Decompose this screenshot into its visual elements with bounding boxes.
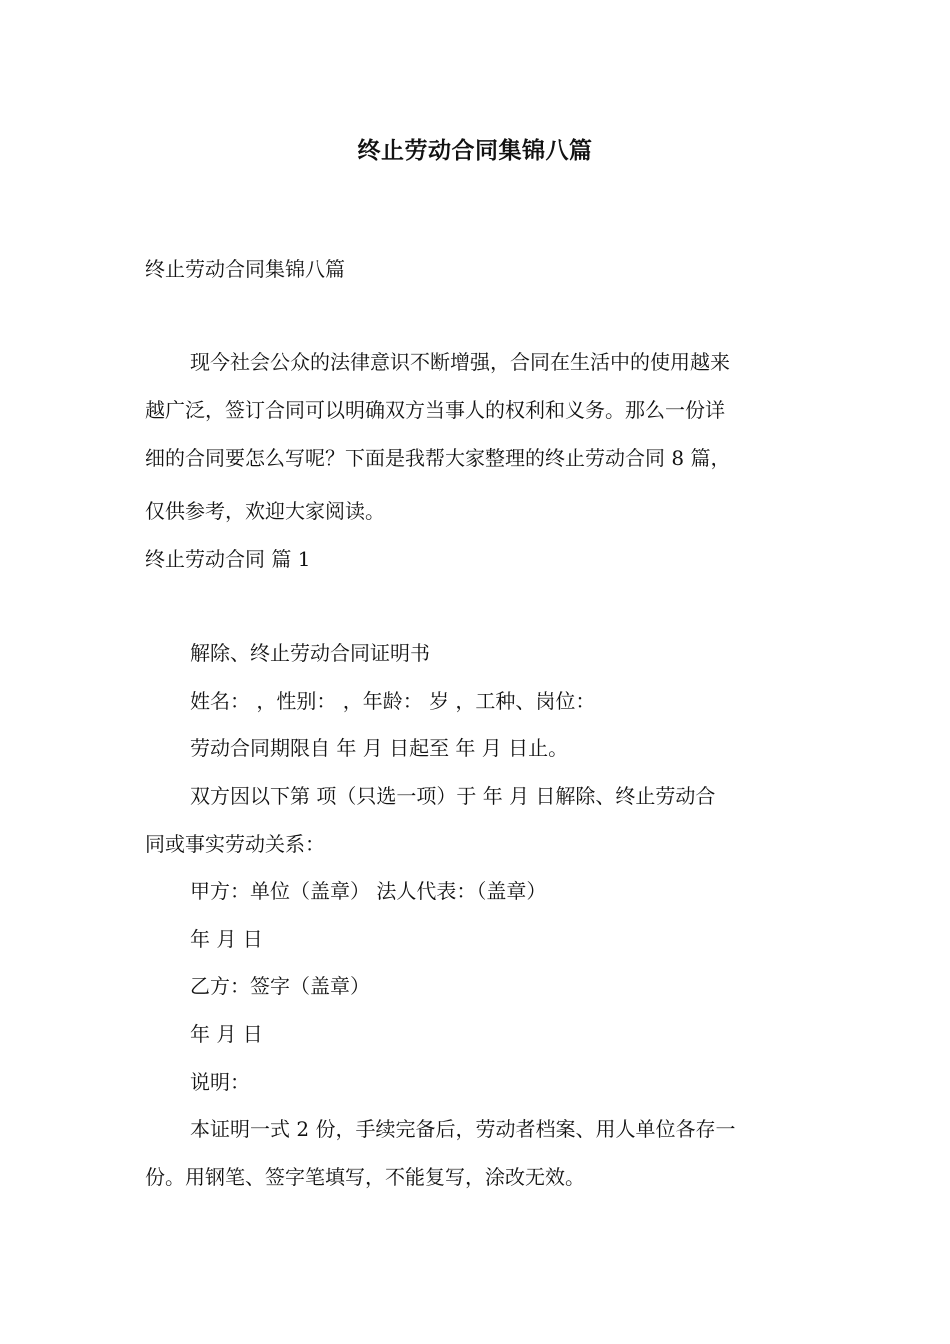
- note-label: 说明：: [190, 1070, 250, 1094]
- note-line-2: 份。用钢笔、签字笔填写，不能复写，涂改无效。: [145, 1165, 585, 1189]
- intro-line-4: 仅供参考，欢迎大家阅读。: [145, 499, 385, 523]
- document-title: 终止劳动合同集锦八篇: [357, 138, 593, 164]
- date-a-line: 年 月 日: [190, 927, 263, 951]
- term-line: 劳动合同期限自 年 月 日起至 年 月 日止。: [190, 736, 569, 760]
- name-line: 姓名： ，性别： ，年龄： 岁 ，工种、岗位：: [190, 689, 596, 713]
- party-b-line: 乙方：签字（盖章）: [190, 974, 370, 998]
- reason-line-2: 同或事实劳动关系：: [145, 832, 325, 856]
- note-line-1: 本证明一式 2 份，手续完备后，劳动者档案、用人单位各存一: [190, 1117, 736, 1141]
- document-subtitle: 终止劳动合同集锦八篇: [145, 257, 345, 281]
- intro-line-2: 越广泛，签订合同可以明确双方当事人的权利和义务。那么一份详: [145, 398, 725, 422]
- certificate-heading: 解除、终止劳动合同证明书: [190, 641, 430, 665]
- section-heading: 终止劳动合同 篇 1: [145, 547, 311, 571]
- intro-line-3: 细的合同要怎么写呢？下面是我帮大家整理的终止劳动合同 8 篇，: [145, 446, 731, 470]
- intro-line-1: 现今社会公众的法律意识不断增强，合同在生活中的使用越来: [190, 350, 730, 374]
- date-b-line: 年 月 日: [190, 1022, 263, 1046]
- party-a-line: 甲方：单位（盖章） 法人代表：（盖章）: [190, 879, 547, 903]
- reason-line-1: 双方因以下第 项（只选一项）于 年 月 日解除、终止劳动合: [190, 784, 716, 808]
